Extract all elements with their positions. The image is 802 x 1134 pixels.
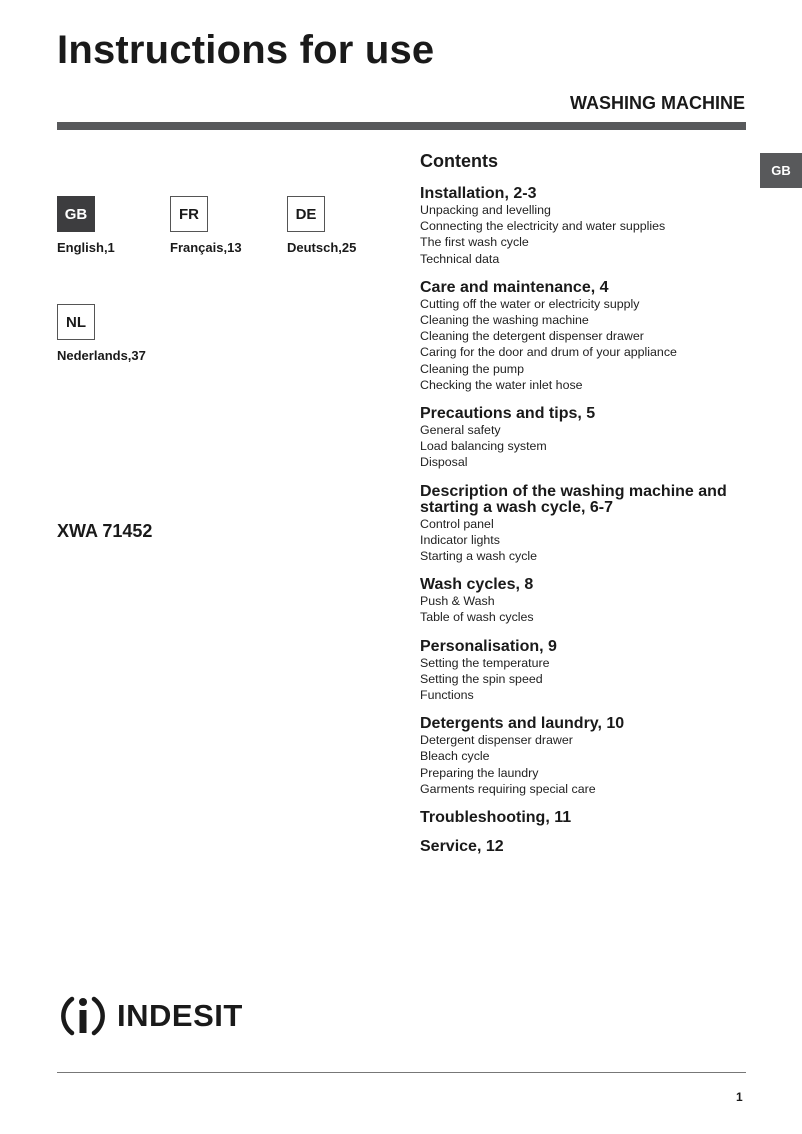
language-label: Deutsch,25 bbox=[287, 240, 357, 255]
section-item[interactable]: Table of wash cycles bbox=[420, 610, 534, 625]
contents-section bbox=[420, 484, 750, 565]
contents-section bbox=[420, 186, 750, 267]
section-item[interactable]: Detergent dispenser drawer bbox=[420, 733, 573, 748]
section-item[interactable]: Technical data bbox=[420, 251, 500, 266]
language-entry-fr[interactable] bbox=[170, 196, 242, 255]
section-item[interactable]: Caring for the door and drum of your appliance bbox=[420, 345, 677, 360]
section-item[interactable]: Unpacking and levelling bbox=[420, 203, 551, 217]
contents-section bbox=[420, 577, 750, 625]
section-item[interactable]: Load balancing system bbox=[420, 439, 547, 454]
section-title[interactable]: Care and maintenance, 4 bbox=[420, 278, 609, 296]
section-item[interactable]: Cutting off the water or electricity supply bbox=[420, 296, 640, 311]
language-label: Nederlands,37 bbox=[57, 348, 146, 363]
language-code-box[interactable]: DE bbox=[287, 196, 325, 232]
contents-section bbox=[420, 406, 750, 471]
section-title[interactable]: Service, 12 bbox=[420, 838, 504, 856]
contents-section bbox=[420, 716, 750, 797]
section-item[interactable]: Preparing the laundry bbox=[420, 765, 539, 780]
section-item[interactable]: Setting the temperature bbox=[420, 655, 550, 670]
section-item[interactable]: Cleaning the pump bbox=[420, 361, 525, 376]
contents-section bbox=[420, 810, 750, 826]
model-number: XWA 71452 bbox=[57, 521, 153, 541]
indesit-logo-icon bbox=[57, 991, 109, 1041]
section-item[interactable]: Checking the water inlet hose bbox=[420, 377, 583, 392]
brand-name: INDESIT bbox=[117, 998, 243, 1033]
language-code-box[interactable]: GB bbox=[57, 196, 95, 232]
language-entry-gb[interactable] bbox=[57, 196, 115, 255]
language-entry-de[interactable] bbox=[287, 196, 356, 255]
section-item[interactable]: Push & Wash bbox=[420, 594, 495, 609]
brand-logo bbox=[57, 991, 243, 1041]
section-item[interactable]: Indicator lights bbox=[420, 532, 500, 547]
page-title: Instructions for use bbox=[57, 28, 435, 72]
section-title[interactable]: Wash cycles, 8 bbox=[420, 576, 534, 594]
footer-rule bbox=[57, 1072, 746, 1073]
section-title[interactable]: Installation, 2-3 bbox=[420, 185, 537, 202]
section-title[interactable]: Personalisation, 9 bbox=[420, 637, 557, 655]
contents-section bbox=[420, 639, 750, 704]
section-item[interactable]: The first wash cycle bbox=[420, 235, 529, 250]
section-item[interactable]: Functions bbox=[420, 688, 474, 703]
language-entry-nl[interactable] bbox=[57, 304, 146, 363]
section-item[interactable]: Cleaning the detergent dispenser drawer bbox=[420, 329, 644, 344]
section-title[interactable]: Detergents and laundry, 10 bbox=[420, 715, 625, 733]
section-item[interactable]: Connecting the electricity and water supplies bbox=[420, 219, 666, 234]
table-of-contents bbox=[420, 151, 750, 868]
contents-section bbox=[420, 839, 750, 855]
section-item[interactable]: Disposal bbox=[420, 455, 468, 470]
section-item[interactable]: Garments requiring special care bbox=[420, 781, 596, 796]
product-type: WASHING MACHINE bbox=[570, 93, 745, 113]
section-item[interactable]: Starting a wash cycle bbox=[420, 549, 538, 564]
section-title[interactable]: Troubleshooting, 11 bbox=[420, 809, 572, 827]
section-title[interactable]: Description of the washing machine and starting a wash cycle, 6-7 bbox=[420, 482, 727, 516]
language-side-tab[interactable]: GB bbox=[760, 153, 802, 188]
language-code-box[interactable]: FR bbox=[170, 196, 208, 232]
section-title[interactable]: Precautions and tips, 5 bbox=[420, 405, 596, 423]
section-item[interactable]: Control panel bbox=[420, 516, 494, 531]
contents-heading: Contents bbox=[420, 151, 498, 171]
language-code-box[interactable]: NL bbox=[57, 304, 95, 340]
page-number: 1 bbox=[736, 1090, 743, 1104]
language-label: English,1 bbox=[57, 240, 115, 255]
section-item[interactable]: Bleach cycle bbox=[420, 749, 490, 764]
section-item[interactable]: Setting the spin speed bbox=[420, 671, 543, 686]
language-label: Français,13 bbox=[170, 240, 242, 255]
section-item[interactable]: Cleaning the washing machine bbox=[420, 313, 589, 328]
contents-sections bbox=[420, 186, 750, 855]
contents-section bbox=[420, 280, 750, 393]
header-rule bbox=[57, 122, 746, 130]
section-item[interactable]: General safety bbox=[420, 423, 501, 438]
